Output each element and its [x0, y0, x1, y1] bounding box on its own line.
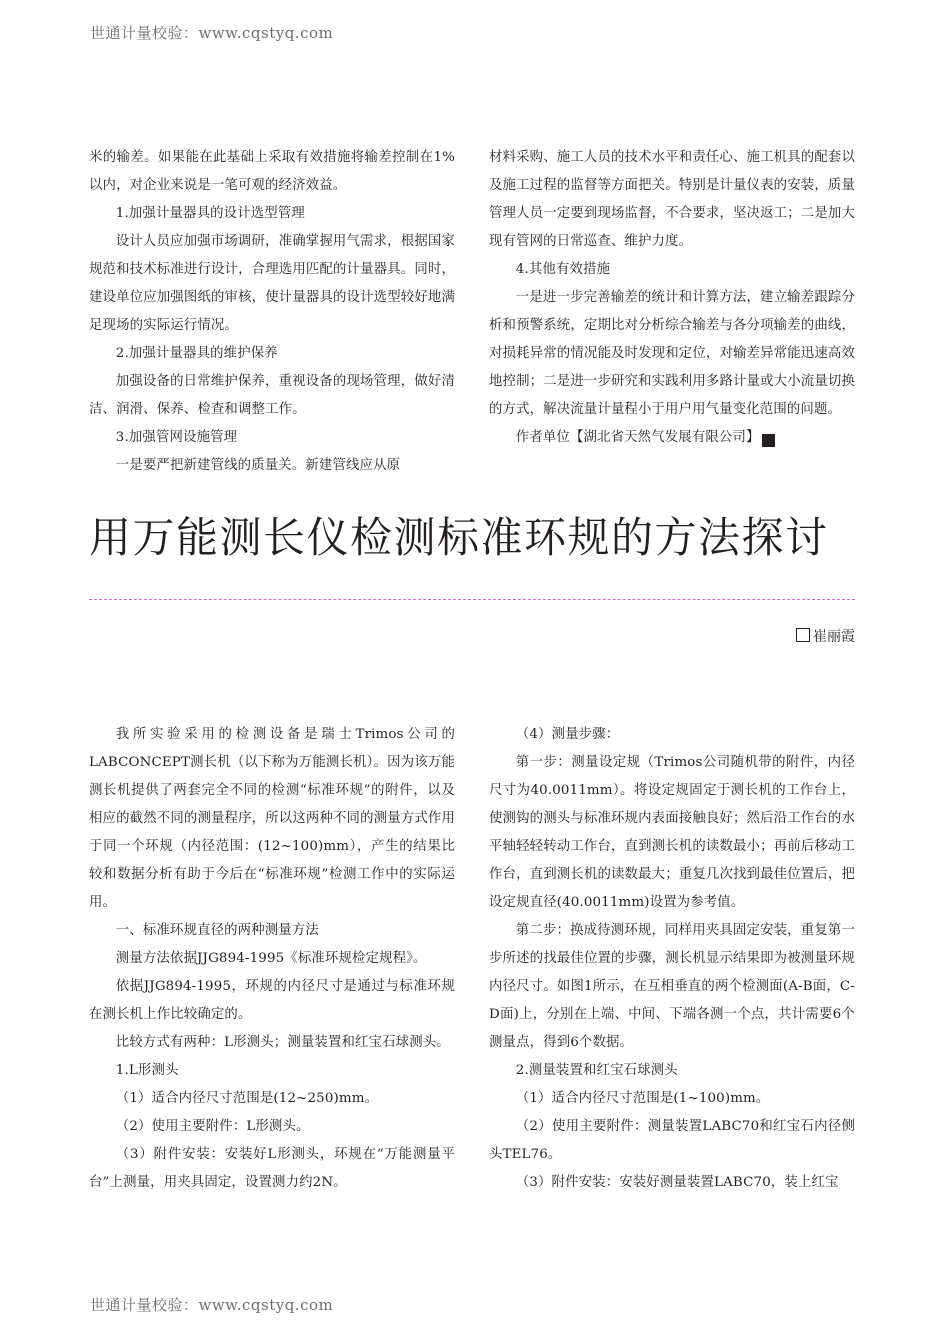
list-item: （2）使用主要附件：测量装置LABC70和红宝石内径侧头TEL76。 — [489, 1119, 855, 1162]
list-item: （1）适合内径尺寸范围是(12~250)mm。 — [115, 1091, 379, 1106]
square-bullet-icon — [796, 628, 810, 642]
paragraph: 我所实验采用的检测设备是瑞士Trimos公司的LABCONCEPT测长机（以下称为万能测长机）。因为该万能测长机提供了两套完全不同的检测“标准环规”的附件，以及相应的截然不同的测量程序，所以这两种不同的测量方式作用于同一个环规（内径范围：(12~100)mm），产生的结果比较和数据分析有助于今后在“标准环规”检测工作中的实际运用。 — [89, 727, 455, 910]
paragraph: 依据JJG894-1995，环规的内径尺寸是通过与标准环规在测长机上作比较确定的。 — [89, 979, 455, 1022]
list-item: （3）附件安装：安装好L形测头，环规在“万能测量平台”上测量，用夹具固定，设置测力约2N。 — [89, 1147, 455, 1190]
author-unit-text: 作者单位【湖北省天然气发展有限公司】 — [515, 430, 760, 445]
paragraph: 米的输差。如果能在此基础上采取有效措施将输差控制在1%以内，对企业来说是一笔可观的经济效益。 — [89, 150, 455, 193]
prev-article-left-column — [89, 144, 455, 480]
article-left-column — [89, 721, 455, 1197]
paragraph: 设计人员应加强市场调研，准确掌握用气需求，根据国家规范和技术标准进行设计，合理选用匹配的计量器具。同时，建设单位应加强图纸的审核，使计量器具的设计选型较好地满足现场的实际运行情况。 — [89, 234, 455, 333]
section-heading: 3.加强管网设施管理 — [115, 430, 238, 445]
list-item: （4）测量步骤： — [515, 727, 620, 742]
paragraph: 一是进一步完善输差的统计和计算方法，建立输差跟踪分析和预警系统，定期比对分析综合输差与各分项输差的曲线，对损耗异常的情况能及时发现和定位，对输差异常能迅速高效地控制；二是进一步研究和实践利用多路计量或大小流量切换的方式，解决流量计量程小于用户用气量变化范围的问题。 — [489, 290, 855, 417]
end-mark-icon: 计 — [762, 434, 775, 447]
list-item: （2）使用主要附件：L形测头。 — [115, 1119, 310, 1134]
section-heading: 1.加强计量器具的设计选型管理 — [115, 206, 305, 221]
article-right-column — [489, 721, 855, 1197]
watermark-bottom: 世通计量校验：www.cqstyq.com — [90, 1296, 334, 1314]
author-unit — [489, 424, 855, 452]
paragraph: 第二步：换成待测环规，同样用夹具固定安装，重复第一步所述的找最佳位置的步骤，测长机显示结果即为被测量环规内径尺寸。如图1所示，在互相垂直的两个检测面(A-B面，C-D面)上，分别在上端、中间、下端各测一个点，共计需要6个测量点，得到6个数据。 — [489, 923, 855, 1050]
section-heading: 1.L形测头 — [115, 1063, 179, 1078]
prev-article-right-column — [489, 144, 855, 452]
section-heading: 2.测量装置和红宝石球测头 — [515, 1063, 678, 1078]
paragraph: 比较方式有两种：L形测头；测量装置和红宝石球测头。 — [115, 1035, 450, 1050]
article-title: 用万能测长仪检测标准环规的方法探讨 — [89, 513, 829, 562]
paragraph: 一是要严把新建管线的质量关。新建管线应从原 — [115, 458, 401, 473]
title-divider — [89, 599, 855, 600]
paragraph: 第一步：测量设定规（Trimos公司随机带的附件，内径尺寸为40.0011mm）。将设定规固定于测长机的工作台上，使测钩的测头与标准环规内表面接触良好；然后沿工作台的水平轴轻轻转动工作台，直到测长机的读数最小；再前后移动工作台，直到测长机的读数最大；重复几次找到最佳位置后，把设定规直径(40.0011mm)设置为参考值。 — [489, 755, 855, 910]
watermark-top: 世通计量校验：www.cqstyq.com — [90, 24, 334, 42]
byline — [796, 625, 855, 649]
list-item: （1）适合内径尺寸范围是(1~100)mm。 — [515, 1091, 770, 1106]
author-name: 崔丽霞 — [813, 629, 855, 645]
list-item: （3）附件安装：安装好测量装置LABC70，装上红宝 — [515, 1175, 839, 1190]
paragraph: 加强设备的日常维护保养，重视设备的现场管理，做好清洁、润滑、保养、检查和调整工作。 — [89, 374, 455, 417]
paragraph: 测量方法依据JJG894-1995《标准环规检定规程》。 — [115, 951, 427, 966]
paragraph: 材料采购、施工人员的技术水平和责任心、施工机具的配套以及施工过程的监督等方面把关。特别是计量仪表的安装，质量管理人员一定要到现场监督，不合要求，坚决返工；二是加大现有管网的日常巡查、维护力度。 — [489, 150, 855, 249]
section-heading: 2.加强计量器具的维护保养 — [115, 346, 278, 361]
section-heading: 4.其他有效措施 — [515, 262, 611, 277]
section-heading: 一、标准环规直径的两种测量方法 — [115, 923, 319, 938]
